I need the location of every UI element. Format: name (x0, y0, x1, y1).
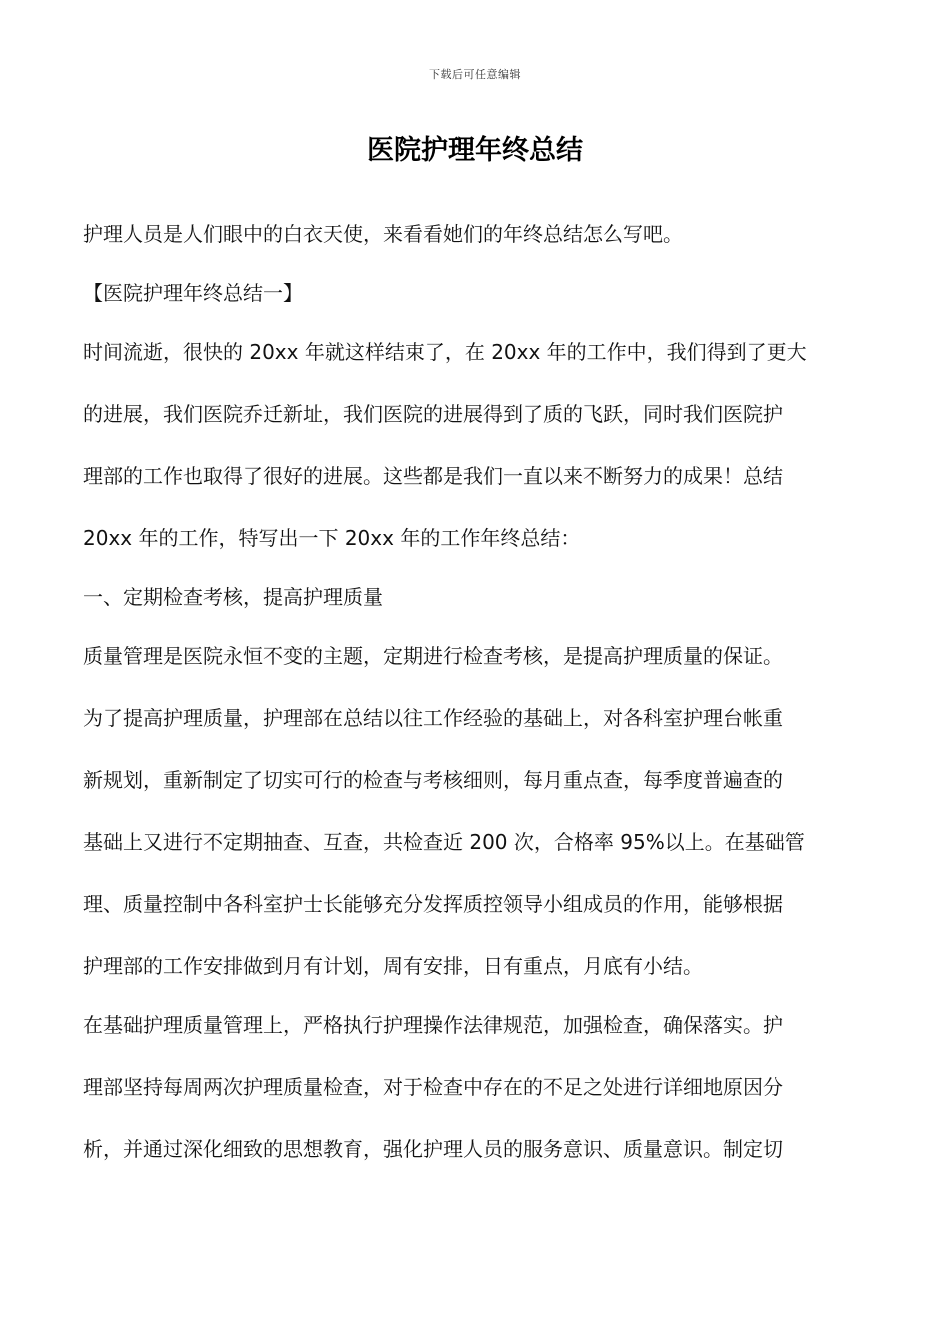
page-title: 医院护理年终总结 (367, 135, 583, 166)
header-note: 下载后可任意编辑 (429, 68, 521, 81)
paragraph-line: 析，并通过深化细致的思想教育，强化护理人员的服务意识、质量意识。制定切 (83, 1137, 783, 1161)
paragraph-3 (83, 1011, 869, 1163)
document-body (83, 220, 869, 1163)
paragraph-1 (83, 338, 869, 552)
paragraph-line: 理部的工作也取得了很好的进展。这些都是我们一直以来不断努力的成果！总结 (83, 464, 783, 488)
paragraph-line: 新规划，重新制定了切实可行的检查与考核细则，每月重点查，每季度普遍查的 (83, 768, 783, 792)
paragraph-line: 理、质量控制中各科室护士长能够充分发挥质控领导小组成员的作用，能够根据 (83, 892, 783, 916)
paragraph-line: 理部坚持每周两次护理质量检查，对于检查中存在的不足之处进行详细地原因分 (83, 1075, 783, 1099)
paragraph-line: 基础上又进行不定期抽查、互查，共检查近 200 次，合格率 95%以上。在基础管 (83, 830, 805, 854)
paragraph-line: 护理部的工作安排做到月有计划，周有安排，日有重点，月底有小结。 (83, 954, 703, 978)
section-heading: 【医院护理年终总结一】 (83, 281, 303, 305)
paragraph-line: 为了提高护理质量，护理部在总结以往工作经验的基础上，对各科室护理台帐重 (83, 706, 783, 730)
paragraph-line: 在基础护理质量管理上，严格执行护理操作法律规范，加强检查，确保落实。护 (83, 1013, 783, 1037)
paragraph-line: 时间流逝，很快的 20xx 年就这样结束了，在 20xx 年的工作中，我们得到了更大 (83, 340, 807, 364)
paragraph-line: 的进展，我们医院乔迁新址，我们医院的进展得到了质的飞跃，同时我们医院护 (83, 402, 783, 426)
paragraph-line: 20xx 年的工作，特写出一下 20xx 年的工作年终总结： (83, 526, 581, 550)
subheading-1: 一、定期检查考核，提高护理质量 (83, 585, 383, 609)
intro-text: 护理人员是人们眼中的白衣天使，来看看她们的年终总结怎么写吧。 (83, 222, 683, 246)
paragraph-line: 质量管理是医院永恒不变的主题，定期进行检查考核，是提高护理质量的保证。 (83, 644, 783, 668)
paragraph-2 (83, 642, 869, 980)
